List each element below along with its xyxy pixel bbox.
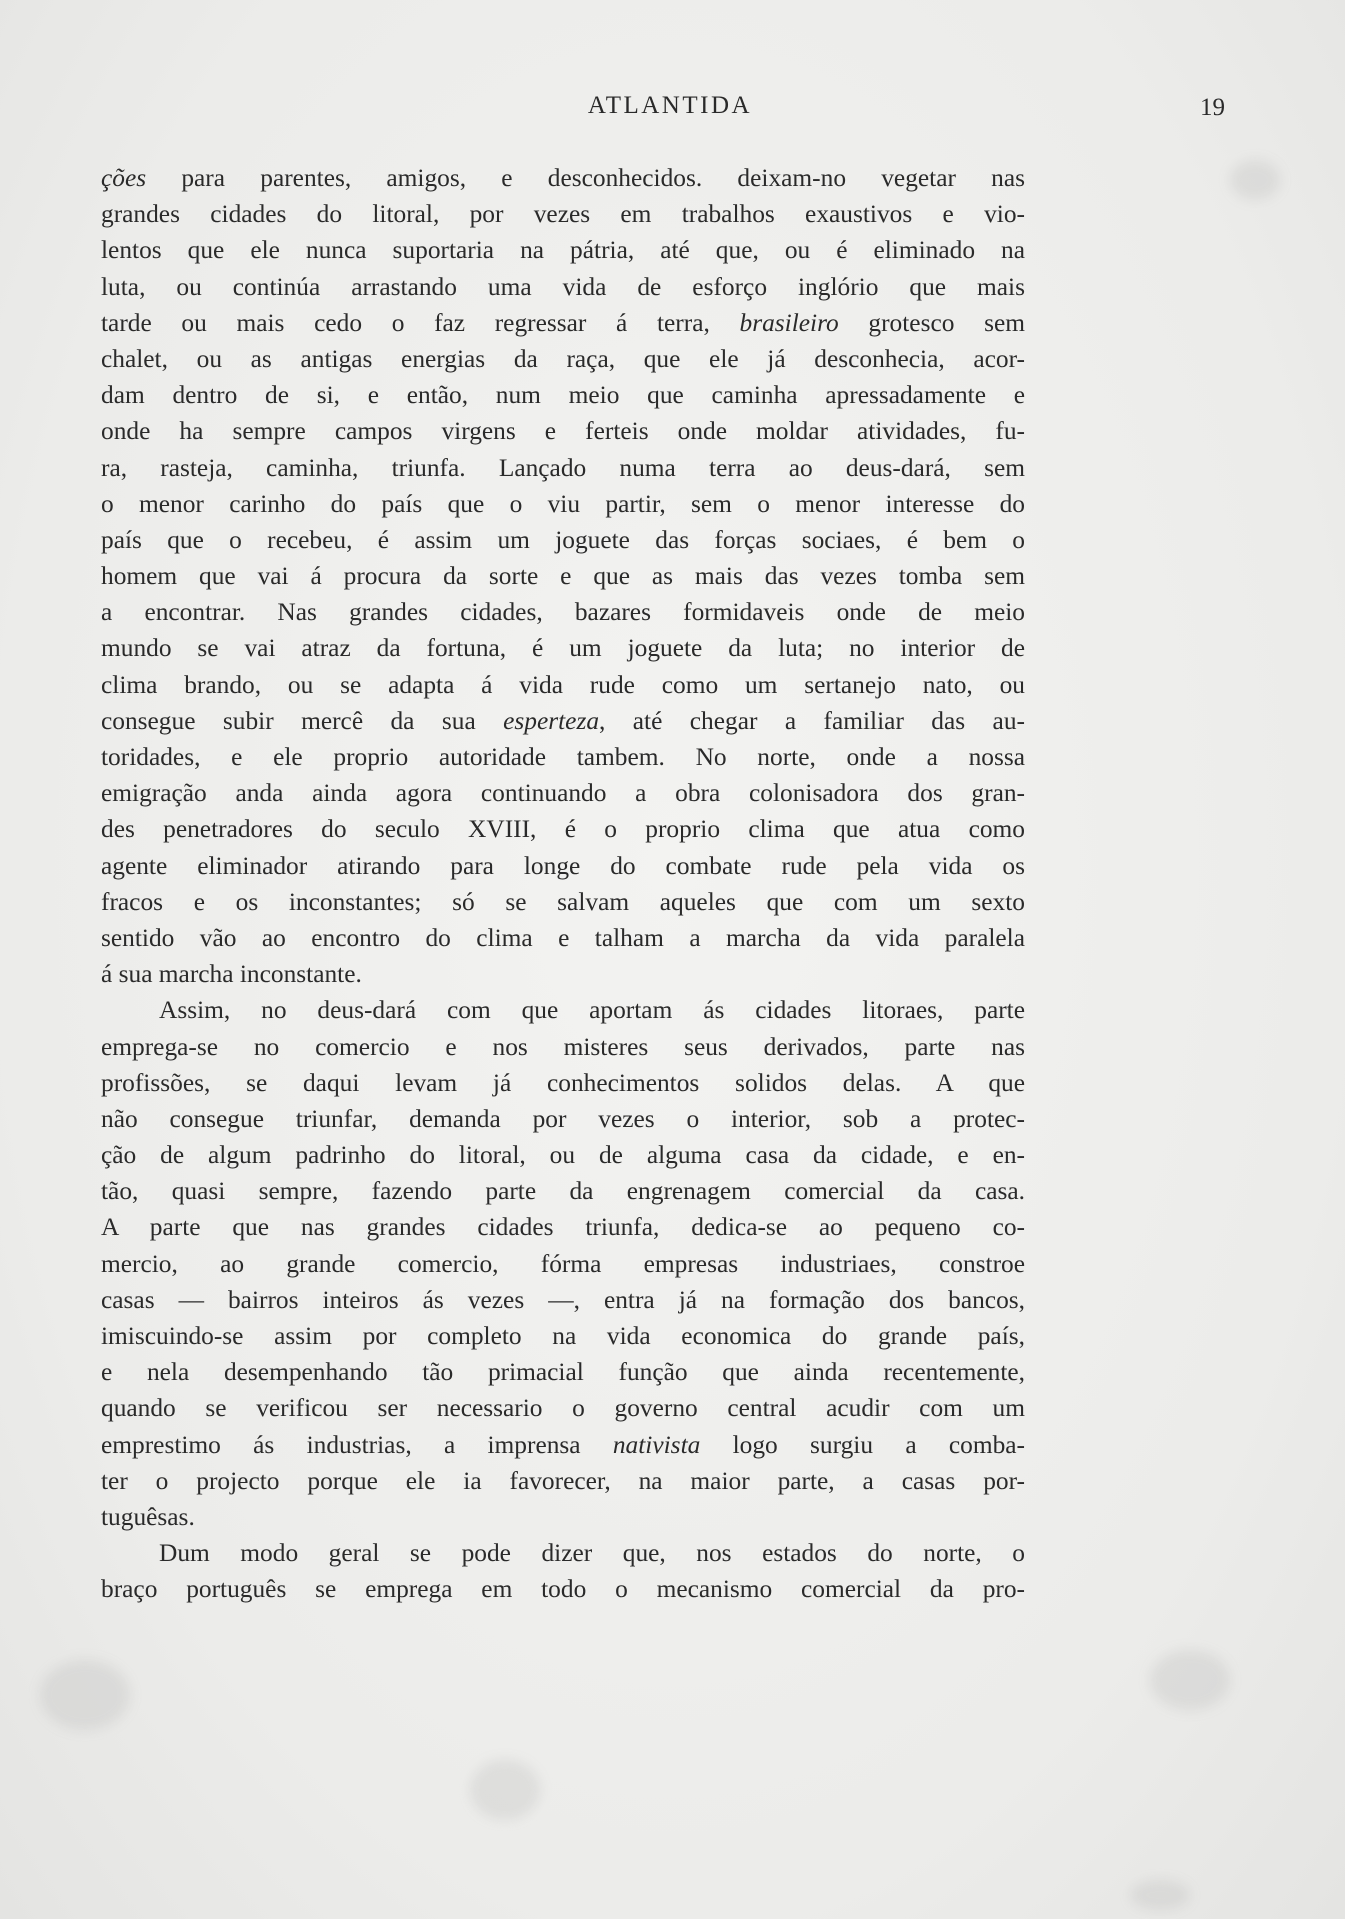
text-run: casas — bairros inteiros ás vezes —, entra já na formação dos bancos,	[101, 1285, 1025, 1314]
text-line	[101, 1354, 1025, 1390]
text-run: emigração anda ainda agora continuando a obra colonisadora dos gran-	[101, 779, 1025, 808]
text-line	[101, 1427, 1025, 1463]
text-line	[101, 1463, 1025, 1499]
text-run: para parentes, amigos, e desconhecidos. deixam-no vegetar nas	[146, 164, 1025, 192]
text-line	[101, 1282, 1025, 1318]
text-run: braço português se emprega em todo o mecanismo comercial da pro-	[101, 1575, 1025, 1604]
text-line	[101, 558, 1025, 594]
text-line	[101, 1246, 1025, 1282]
text-run: imiscuindo-se assim por completo na vida economica do grande país,	[101, 1322, 1025, 1350]
text-run: á sua marcha inconstante.	[101, 960, 362, 989]
text-line	[101, 1029, 1025, 1065]
text-run: grotesco sem	[838, 308, 1025, 337]
text-run: agente eliminador atirando para longe do combate rude pela vida os	[101, 851, 1025, 880]
text-run: ter o projecto porque ele ia favorecer, na maior parte, a casas por-	[101, 1466, 1025, 1495]
text-line	[101, 377, 1025, 413]
text-run: mundo se vai atraz da fortuna, é um joguete da luta; no interior de	[101, 634, 1025, 663]
text-line	[101, 1101, 1025, 1137]
text-line	[101, 413, 1025, 449]
text-run: sentido vão ao encontro do clima e talham a marcha da vida paralela	[101, 923, 1025, 952]
text-run: des penetradores do seculo XVIII, é o proprio clima que atua como	[101, 815, 1025, 844]
text-run: mercio, ao grande comercio, fórma empresas industriaes, constroe	[101, 1249, 1025, 1278]
text-line	[101, 232, 1025, 268]
page-number: 19	[1200, 94, 1225, 121]
body-text	[101, 160, 1025, 1608]
text-line	[101, 1318, 1025, 1354]
text-run: consegue subir mercê da sua	[101, 706, 504, 735]
text-run: logo surgiu a comba-	[700, 1430, 1026, 1459]
text-run: país que o recebeu, é assim um joguete das forças sociaes, é bem o	[101, 525, 1025, 554]
text-line	[101, 341, 1025, 377]
text-run: quando se verificou ser necessario o governo central acudir com um	[101, 1394, 1025, 1423]
text-line	[101, 1065, 1025, 1101]
text-line	[101, 1209, 1025, 1245]
text-line	[101, 848, 1025, 884]
text-run: profissões, se daqui levam já conhecimentos solidos delas. A que	[101, 1068, 1025, 1097]
paragraph	[101, 1535, 1025, 1607]
text-line	[101, 811, 1025, 847]
text-line	[101, 1390, 1025, 1426]
text-line	[101, 1173, 1025, 1209]
text-run: , até chegar a familiar das au-	[599, 706, 1025, 735]
page-header	[100, 92, 1240, 132]
paragraph	[101, 992, 1025, 1535]
text-line	[101, 1499, 1025, 1535]
text-run: tuguêsas.	[101, 1502, 195, 1531]
italic-text: nativista	[612, 1430, 701, 1459]
text-run: ção de algum padrinho do litoral, ou de alguma casa da cidade, e en-	[101, 1141, 1025, 1170]
text-line	[101, 305, 1025, 341]
paper-stain	[1230, 160, 1280, 200]
text-run: grandes cidades do litoral, por vezes em trabalhos exaustivos e vio-	[101, 200, 1025, 229]
text-line	[101, 594, 1025, 630]
text-run: fracos e os inconstantes; só se salvam aqueles que com um sexto	[101, 887, 1025, 916]
text-run: luta, ou continúa arrastando uma vida de esforço inglório que mais	[101, 272, 1025, 301]
paper-stain	[1130, 1880, 1190, 1910]
text-line	[101, 775, 1025, 811]
text-run: Dum modo geral se pode dizer que, nos estados do norte, o	[159, 1539, 1025, 1568]
text-run: emprega-se no comercio e nos misteres seus derivados, parte nas	[101, 1032, 1025, 1061]
text-line	[101, 630, 1025, 666]
text-line	[101, 522, 1025, 558]
paper-stain	[470, 1760, 540, 1820]
text-run: lentos que ele nunca suportaria na pátria, até que, ou é eliminado na	[101, 236, 1025, 265]
text-line	[101, 667, 1025, 703]
text-line	[101, 1571, 1025, 1607]
text-line	[101, 992, 1025, 1028]
text-line	[101, 884, 1025, 920]
text-line	[101, 269, 1025, 305]
text-run: clima brando, ou se adapta á vida rude como um sertanejo nato, ou	[101, 670, 1025, 699]
text-line	[101, 739, 1025, 775]
text-run: chalet, ou as antigas energias da raça, que ele já desconhecia, acor-	[101, 344, 1025, 373]
text-line	[101, 703, 1025, 739]
text-line	[101, 1137, 1025, 1173]
text-line	[101, 160, 1025, 196]
text-run: ra, rasteja, caminha, triunfa. Lançado numa terra ao deus-dará, sem	[101, 453, 1025, 482]
text-line	[101, 196, 1025, 232]
italic-text: brasileiro	[739, 308, 839, 337]
paper-stain	[40, 1660, 130, 1730]
text-run: tão, quasi sempre, fazendo parte da engrenagem comercial da casa.	[101, 1177, 1025, 1206]
text-line	[101, 450, 1025, 486]
text-run: A parte que nas grandes cidades triunfa, dedica-se ao pequeno co-	[101, 1213, 1025, 1242]
paragraph	[101, 160, 1025, 992]
text-run: emprestimo ás industrias, a imprensa	[101, 1430, 613, 1459]
running-title: ATLANTIDA	[587, 92, 753, 119]
italic-text: esperteza	[503, 706, 600, 735]
text-line	[101, 486, 1025, 522]
paper-stain	[1150, 1650, 1230, 1710]
text-run: e nela desempenhando tão primacial função que ainda recentemente,	[101, 1358, 1025, 1387]
italic-text: ções	[101, 164, 147, 192]
text-run: toridades, e ele proprio autoridade tambem. No norte, onde a nossa	[101, 743, 1025, 771]
text-run: a encontrar. Nas grandes cidades, bazares formidaveis onde de meio	[101, 598, 1025, 627]
text-run: dam dentro de si, e então, num meio que caminha apressadamente e	[101, 381, 1025, 410]
text-line	[101, 920, 1025, 956]
text-run: o menor carinho do país que o viu partir, sem o menor interesse do	[101, 489, 1025, 518]
text-run: Assim, no deus-dará com que aportam ás cidades litoraes, parte	[159, 996, 1025, 1025]
text-run: tarde ou mais cedo o faz regressar á terra,	[101, 308, 740, 337]
text-run: não consegue triunfar, demanda por vezes o interior, sob a protec-	[101, 1104, 1025, 1133]
text-line	[101, 956, 1025, 992]
text-run: onde ha sempre campos virgens e ferteis onde moldar atividades, fu-	[101, 417, 1025, 446]
text-run: homem que vai á procura da sorte e que as mais das vezes tomba sem	[101, 562, 1025, 591]
text-line	[101, 1535, 1025, 1571]
